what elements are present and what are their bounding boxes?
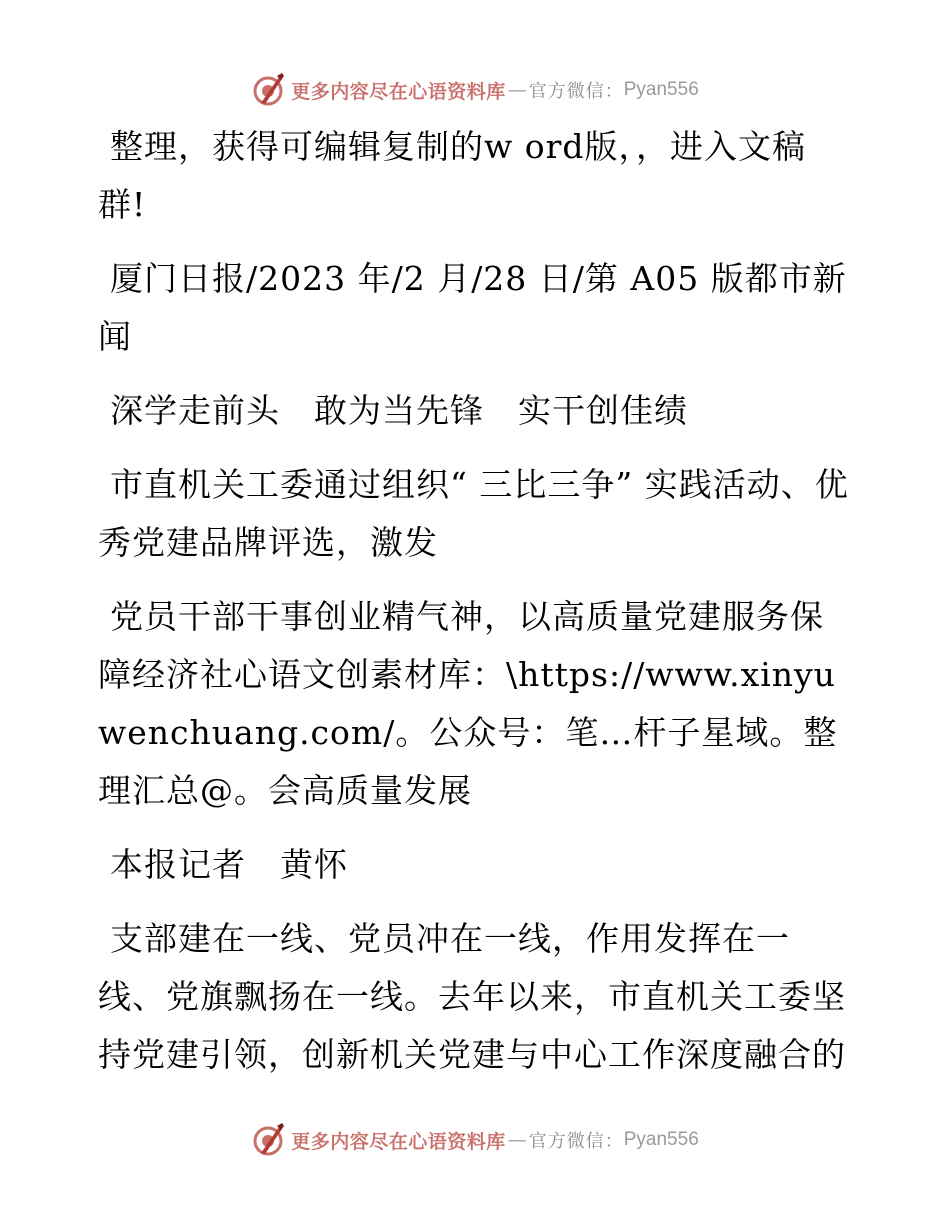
paragraph-intro: 整理，获得可编辑复制的w ord版，，进入文稿群! [98,127,807,224]
banner-site-text: 更多内容尽在心语资料库 [291,1130,506,1153]
banner-official-label: 官方微信： [528,81,624,102]
banner-wechat-id: Pyan556 [623,79,699,100]
banner-official-label: 官方微信： [528,1131,624,1152]
article-byline: 本报记者 黄怀 [110,845,348,884]
pen-logo-icon [251,73,285,107]
banner-separator: — [507,1129,527,1151]
article-title: 深学走前头 敢为当先锋 实干创佳绩 [110,391,688,430]
footer-watermark-banner [0,1120,950,1160]
article-body-paragraph: 支部建在一线、党员冲在一线，作用发挥在一线、党旗飘扬在一线。去年以来，市直机关工委坚持党建引领，创新机关党建与中心工作深度融合的 [98,919,846,1074]
article-subtitle-1: 市直机关工委通过组织“ 三比三争” 实践活动、优秀党建品牌评选，激发 [98,465,849,562]
header-watermark-banner [0,70,950,110]
article-subtitle-2: 党员干部干事创业精气神，以高质量党建服务保障经济社心语文创素材库：\https://www.xinyuwenchuang.com/。公众号：笔…杆子星域。整理汇总@。会高质量发展 [98,597,838,810]
paragraph-source: 厦门日报/2023 年/2 月/28 日/第 A05 版都市新闻 [98,259,847,356]
banner-site-text: 更多内容尽在心语资料库 [291,80,506,103]
banner-wechat-id: Pyan556 [623,1129,699,1150]
banner-separator: — [507,79,527,101]
pen-logo-icon [251,1123,285,1157]
document-body [98,118,850,1100]
